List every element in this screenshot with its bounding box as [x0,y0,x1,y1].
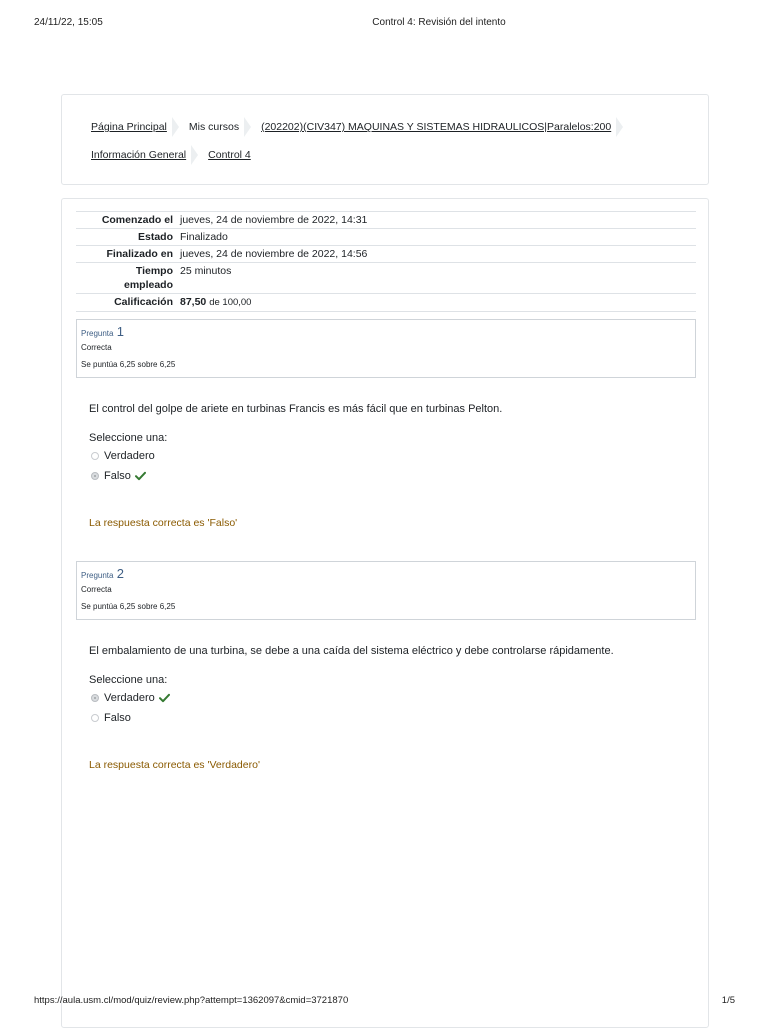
breadcrumb-separator-icon [616,117,624,137]
attempt-summary-table [76,211,696,312]
finished-label: Finalizado en [106,248,173,260]
radio-checked-icon[interactable] [91,472,99,480]
question-2-grade: Se puntúa 6,25 sobre 6,25 [81,602,176,611]
question-2-state: Correcta [81,585,112,594]
summary-row-time [76,263,696,294]
breadcrumb-section-link[interactable]: Información General [91,149,187,161]
question-1-prompt: Seleccione una: [89,432,168,444]
state-label: Estado [137,231,173,243]
radio-checked-icon[interactable] [91,694,99,702]
breadcrumb [61,94,709,185]
question-1-text: El control del golpe de ariete en turbinas Francis es más fácil que en turbinas Pelton. [89,403,503,415]
question-2-text: El embalamiento de una turbina, se debe a una caída del sistema eléctrico y debe controlarse rápidamente. [89,645,614,657]
correct-check-icon [159,693,170,703]
print-page-number: 1/5 [721,995,735,1006]
state-value: Finalizado [180,231,228,243]
grade-value: 87,50 [180,296,207,308]
started-label: Comenzado el [101,214,173,226]
question-1-info [76,319,696,378]
question-1-label [81,324,124,339]
question-2-option-verdadero[interactable] [91,692,170,704]
question-1-option-verdadero[interactable] [91,450,155,462]
question-2-feedback: La respuesta correcta es 'Verdadero' [89,759,260,771]
time-label-line-1: Tiempo [135,265,173,277]
radio-unchecked-icon[interactable] [91,714,99,722]
question-2-label [81,566,124,581]
option-label: Falso [104,470,131,482]
radio-unchecked-icon[interactable] [91,452,99,460]
question-number: 1 [116,324,124,339]
breadcrumb-home-link[interactable]: Página Principal [91,121,167,133]
question-1-state: Correcta [81,343,112,352]
correct-check-icon [135,471,146,481]
grade-label: Calificación [114,296,173,308]
print-url: https://aula.usm.cl/mod/quiz/review.php?attempt=1362097&cmid=3721870 [34,995,349,1006]
question-label-text: Pregunta [81,329,114,338]
question-2-info [76,561,696,620]
print-title: Control 4: Revisión del intento [372,17,506,28]
finished-value: jueves, 24 de noviembre de 2022, 14:56 [180,248,368,260]
breadcrumb-separator-icon [172,117,180,137]
breadcrumb-current-link[interactable]: Control 4 [208,149,251,161]
option-label: Verdadero [104,692,155,704]
grade-value-cell [179,294,696,312]
breadcrumb-separator-icon [244,117,252,137]
question-1-grade: Se puntúa 6,25 sobre 6,25 [81,360,176,369]
question-number: 2 [116,566,124,581]
summary-row-state [76,229,696,246]
summary-row-finished [76,246,696,263]
question-2-prompt: Seleccione una: [89,674,168,686]
time-label [76,263,179,294]
started-value: jueves, 24 de noviembre de 2022, 14:31 [180,214,368,226]
question-2-option-falso[interactable] [91,712,131,724]
breadcrumb-row-1 [91,117,633,137]
breadcrumb-my-courses: Mis cursos [188,121,240,133]
question-1-option-falso[interactable] [91,470,146,482]
time-label-line-2: empleado [123,279,173,291]
summary-row-started [76,212,696,229]
option-label: Verdadero [104,450,155,462]
option-label: Falso [104,712,131,724]
question-label-text: Pregunta [81,571,114,580]
breadcrumb-course-link[interactable]: (202202)(CIV347) MAQUINAS Y SISTEMAS HIDRAULICOS|Paralelos:200 [261,121,612,133]
summary-row-grade [76,294,696,312]
breadcrumb-row-2 [91,145,251,165]
breadcrumb-separator-icon [191,145,199,165]
grade-max: de 100,00 [209,297,252,308]
time-value: 25 minutos [180,265,232,277]
question-1-feedback: La respuesta correcta es 'Falso' [89,517,238,529]
print-datetime: 24/11/22, 15:05 [34,17,103,28]
